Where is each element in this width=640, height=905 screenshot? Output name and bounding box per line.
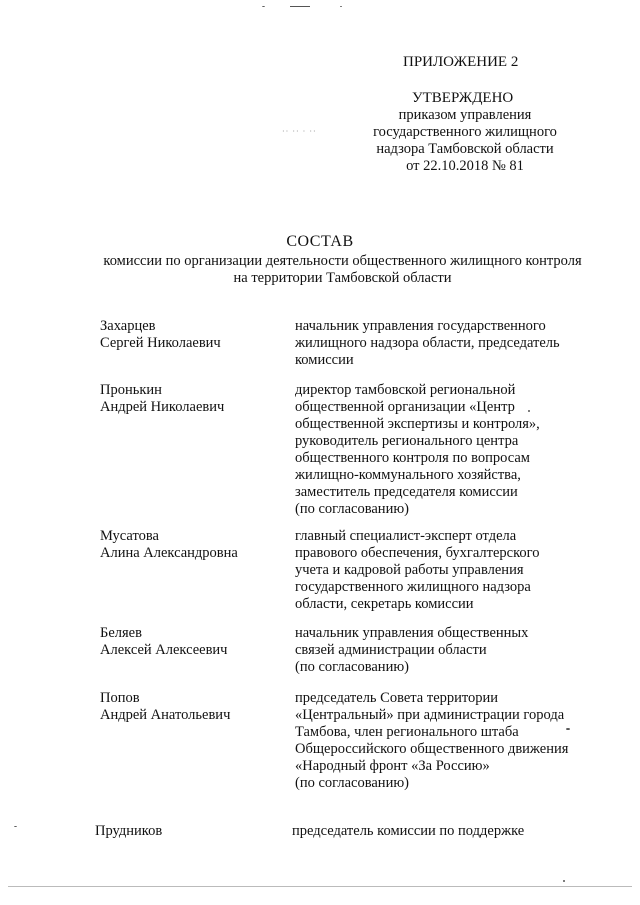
role-line: начальник управления государственного (295, 318, 546, 334)
scan-speck (528, 410, 530, 412)
role-line: руководитель регионального центра (295, 433, 519, 449)
member-role (295, 625, 585, 676)
subtitle-line: на территории Тамбовской области (233, 270, 452, 286)
approval-line: надзора Тамбовской области (376, 141, 554, 157)
member-surname: Мусатова (100, 528, 159, 544)
scan-speck (340, 6, 342, 7)
scan-speck (566, 728, 570, 730)
role-line: начальник управления общественных (295, 625, 529, 641)
role-line: комиссии (295, 352, 354, 368)
subtitle-line: комиссии по организации деятельности общественного жилищного контроля (103, 253, 582, 269)
member-surname: Захарцев (100, 318, 156, 334)
scan-speck (14, 826, 17, 827)
scan-speck (563, 880, 565, 882)
scan-speck (290, 6, 310, 7)
role-line: государственного жилищного надзора (295, 579, 531, 595)
member-surname: Прудников (95, 823, 163, 839)
scan-smudge: ·· ·· · ·· (282, 127, 317, 136)
member-name (100, 690, 280, 724)
approved-label: УТВЕРЖДЕНО (412, 90, 514, 106)
role-line: «Народный фронт «За Россию» (295, 758, 490, 774)
role-line: Общероссийского общественного движения (295, 741, 569, 757)
member-role (295, 690, 585, 792)
appendix-label: ПРИЛОЖЕНИЕ 2 (403, 54, 519, 70)
role-line: учета и кадровой работы управления (295, 562, 524, 578)
approval-line: от 22.10.2018 № 81 (406, 158, 524, 174)
role-line: председатель Совета территории (295, 690, 499, 706)
member-name (100, 318, 280, 352)
role-line: (по согласованию) (295, 659, 409, 675)
member-role (292, 823, 582, 840)
member-surname: Беляев (100, 625, 142, 641)
role-line: общественной организации «Центр (295, 399, 515, 415)
role-line: общественной экспертизы и контроля», (295, 416, 540, 432)
role-line: общественного контроля по вопросам (295, 450, 530, 466)
role-line: (по согласованию) (295, 501, 409, 517)
member-name (95, 823, 275, 840)
member-given-names: Сергей Николаевич (100, 335, 221, 351)
member-given-names: Андрей Анатольевич (100, 707, 231, 723)
role-line: правового обеспечения, бухгалтерского (295, 545, 540, 561)
role-line: заместитель председателя комиссии (295, 484, 518, 500)
role-line: Тамбова, член регионального штаба (295, 724, 519, 740)
scan-edge-line (8, 886, 632, 887)
member-name (100, 382, 280, 416)
approval-line: государственного жилищного (373, 124, 557, 140)
role-line: председатель комиссии по поддержке (292, 823, 525, 839)
member-role (295, 318, 585, 369)
role-line: жилищного надзора области, председатель (295, 335, 560, 351)
member-role (295, 382, 585, 518)
role-line: (по согласованию) (295, 775, 409, 791)
member-role (295, 528, 585, 613)
member-surname: Пронькин (100, 382, 162, 398)
scan-speck (262, 6, 265, 7)
role-line: связей администрации области (295, 642, 487, 658)
role-line: «Центральный» при администрации города (295, 707, 565, 723)
member-surname: Попов (100, 690, 140, 706)
member-given-names: Андрей Николаевич (100, 399, 225, 415)
role-line: жилищно-коммунального хозяйства, (295, 467, 521, 483)
member-given-names: Алина Александровна (100, 545, 238, 561)
member-given-names: Алексей Алексеевич (100, 642, 228, 658)
approval-line: приказом управления (398, 107, 532, 123)
member-name (100, 625, 280, 659)
role-line: главный специалист-эксперт отдела (295, 528, 517, 544)
role-line: директор тамбовской региональной (295, 382, 516, 398)
role-line: области, секретарь комиссии (295, 596, 474, 612)
document-title: СОСТАВ (286, 233, 354, 250)
member-name (100, 528, 280, 562)
